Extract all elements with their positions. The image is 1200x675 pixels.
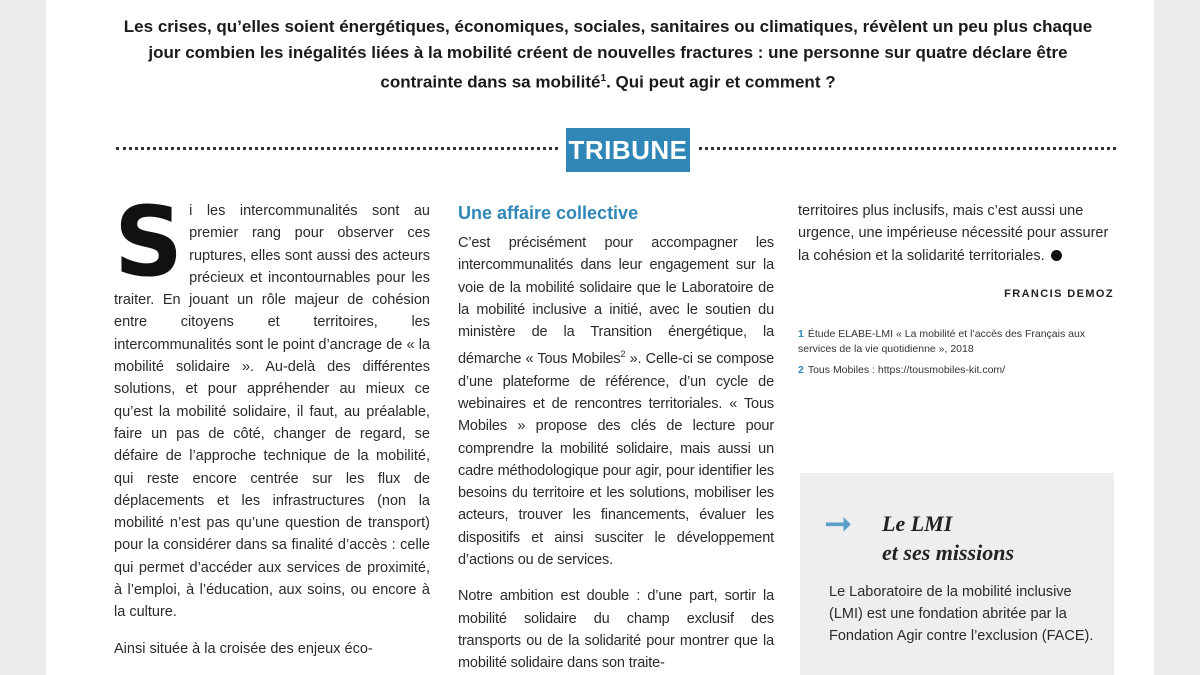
column-3-paragraph-1 [798,200,1114,267]
column-3-text-1: territoires plus inclusifs, mais c’est aussi une urgence, une impérieuse nécessité pour assurer la cohésion et la solidarité territoriales. [798,203,1109,264]
lede-paragraph [108,14,1108,96]
footnote-2 [798,363,1114,378]
column-2-text-1: C’est précisément pour accompagner les intercommunalités dans leur engagement sur la voie de la mobilité solidaire que le Laboratoire de la mobilité inclusive a initié, avec le soutien du ministère de la Transition énergétique, la démarche « Tous Mobiles [458,235,774,368]
column-2-paragraph-1 [458,232,774,571]
column-1-paragraph-1 [114,186,430,624]
footnote-number: 1 [798,328,804,341]
lede-footnote-ref: 1 [600,73,607,84]
box-title-line-2: et ses missions [882,540,1015,565]
footnote-text: Étude ELABE-LMI « La mobilité et l’accès des Français aux services de la vie quotidienne », 2018 [798,328,1086,356]
footnote-ref-2: 2 [620,349,626,360]
article-page [46,0,1154,675]
column-1 [114,186,430,674]
dropcap: S [114,186,184,298]
lede-text: Les crises, qu’elles soient énergétiques, économiques, sociales, sanitaires ou climatiques, révèlent un peu plus chaque jour combien les inégalités liées à la mobilité créent de nouvelles fractures : une personne sur quatre déclare être contrainte dans sa mobilité [123,17,1093,92]
box-body: Le Laboratoire de la mobilité inclusive (LMI) est une fondation abritée par la Fondation Agir contre l’exclusion (FACE). [829,584,1094,644]
column-1-text-1: i les intercommunalités sont au premier rang pour observer ces ruptures, elles sont aussi des acteurs précieux et incontournables pour les traiter. En jouant un rôle majeur de cohésion entre citoyens et territoires, les intercommunalités sont le point d’ancrage de « la mobilité solidaire ». Au-delà des différentes solutions, et pour appréhender au mieux ce qu’est la mobilité solidaire, il faut, au préalable, faire un pas de côté, changer de regard, se défaire de l’approche technique de la mobilité, qui reste encore centrée sur les flux de déplacements et les infrastructures (non la mobilité n’est pas qu’une question de transport) pour la considérer dans sa finalité d’accès : celle qui permet d’accéder aux services de proximité, à l’emploi, à l’éducation, aux soins, ou encore à la culture. [114,203,430,621]
column-1-paragraph-2: Ainsi située à la croisée des enjeux éco- [114,640,373,657]
subhead: Une affaire collective [458,203,639,223]
footnote-number: 2 [798,364,804,377]
section-tag: TRIBUNE [566,128,690,172]
column-2-text-1-end: ». Celle-ci se compose d’une plateforme de référence, d’un cycle de webinaires et de rencontres territoriales. « Tous Mobiles » propose des clés de lecture pour comprendre la mobilité solidaire, mais aussi un cadre méthodologique pour agir, pour identifier les besoins du territoire et les solutions, mobiliser les acteurs, trouver les financements, évaluer les dispositifs et ainsi susciter le développement d’actions ou de services. [458,351,774,568]
column-2 [458,200,774,675]
footnote-1 [798,327,1114,357]
footnotes [798,327,1114,378]
arrow-right-icon: ➞ [824,505,853,543]
sidebar-box [800,473,1114,675]
column-3 [798,200,1114,384]
footnote-text: Tous Mobiles : https://tousmobiles-kit.com/ [807,364,1006,377]
author-signature: FRANCIS DEMOZ [1004,287,1114,300]
end-of-article-mark [1051,250,1062,261]
box-title-line-1: Le LMI [882,511,953,536]
column-2-paragraph-2: Notre ambition est double : d’une part, sortir la mobilité solidaire du champ exclusif des transports ou de la solidarité pour montrer que la mobilité solidaire dans son traite- [458,588,774,672]
lede-end: . Qui peut agir et comment ? [606,72,836,92]
box-title [882,509,1014,567]
